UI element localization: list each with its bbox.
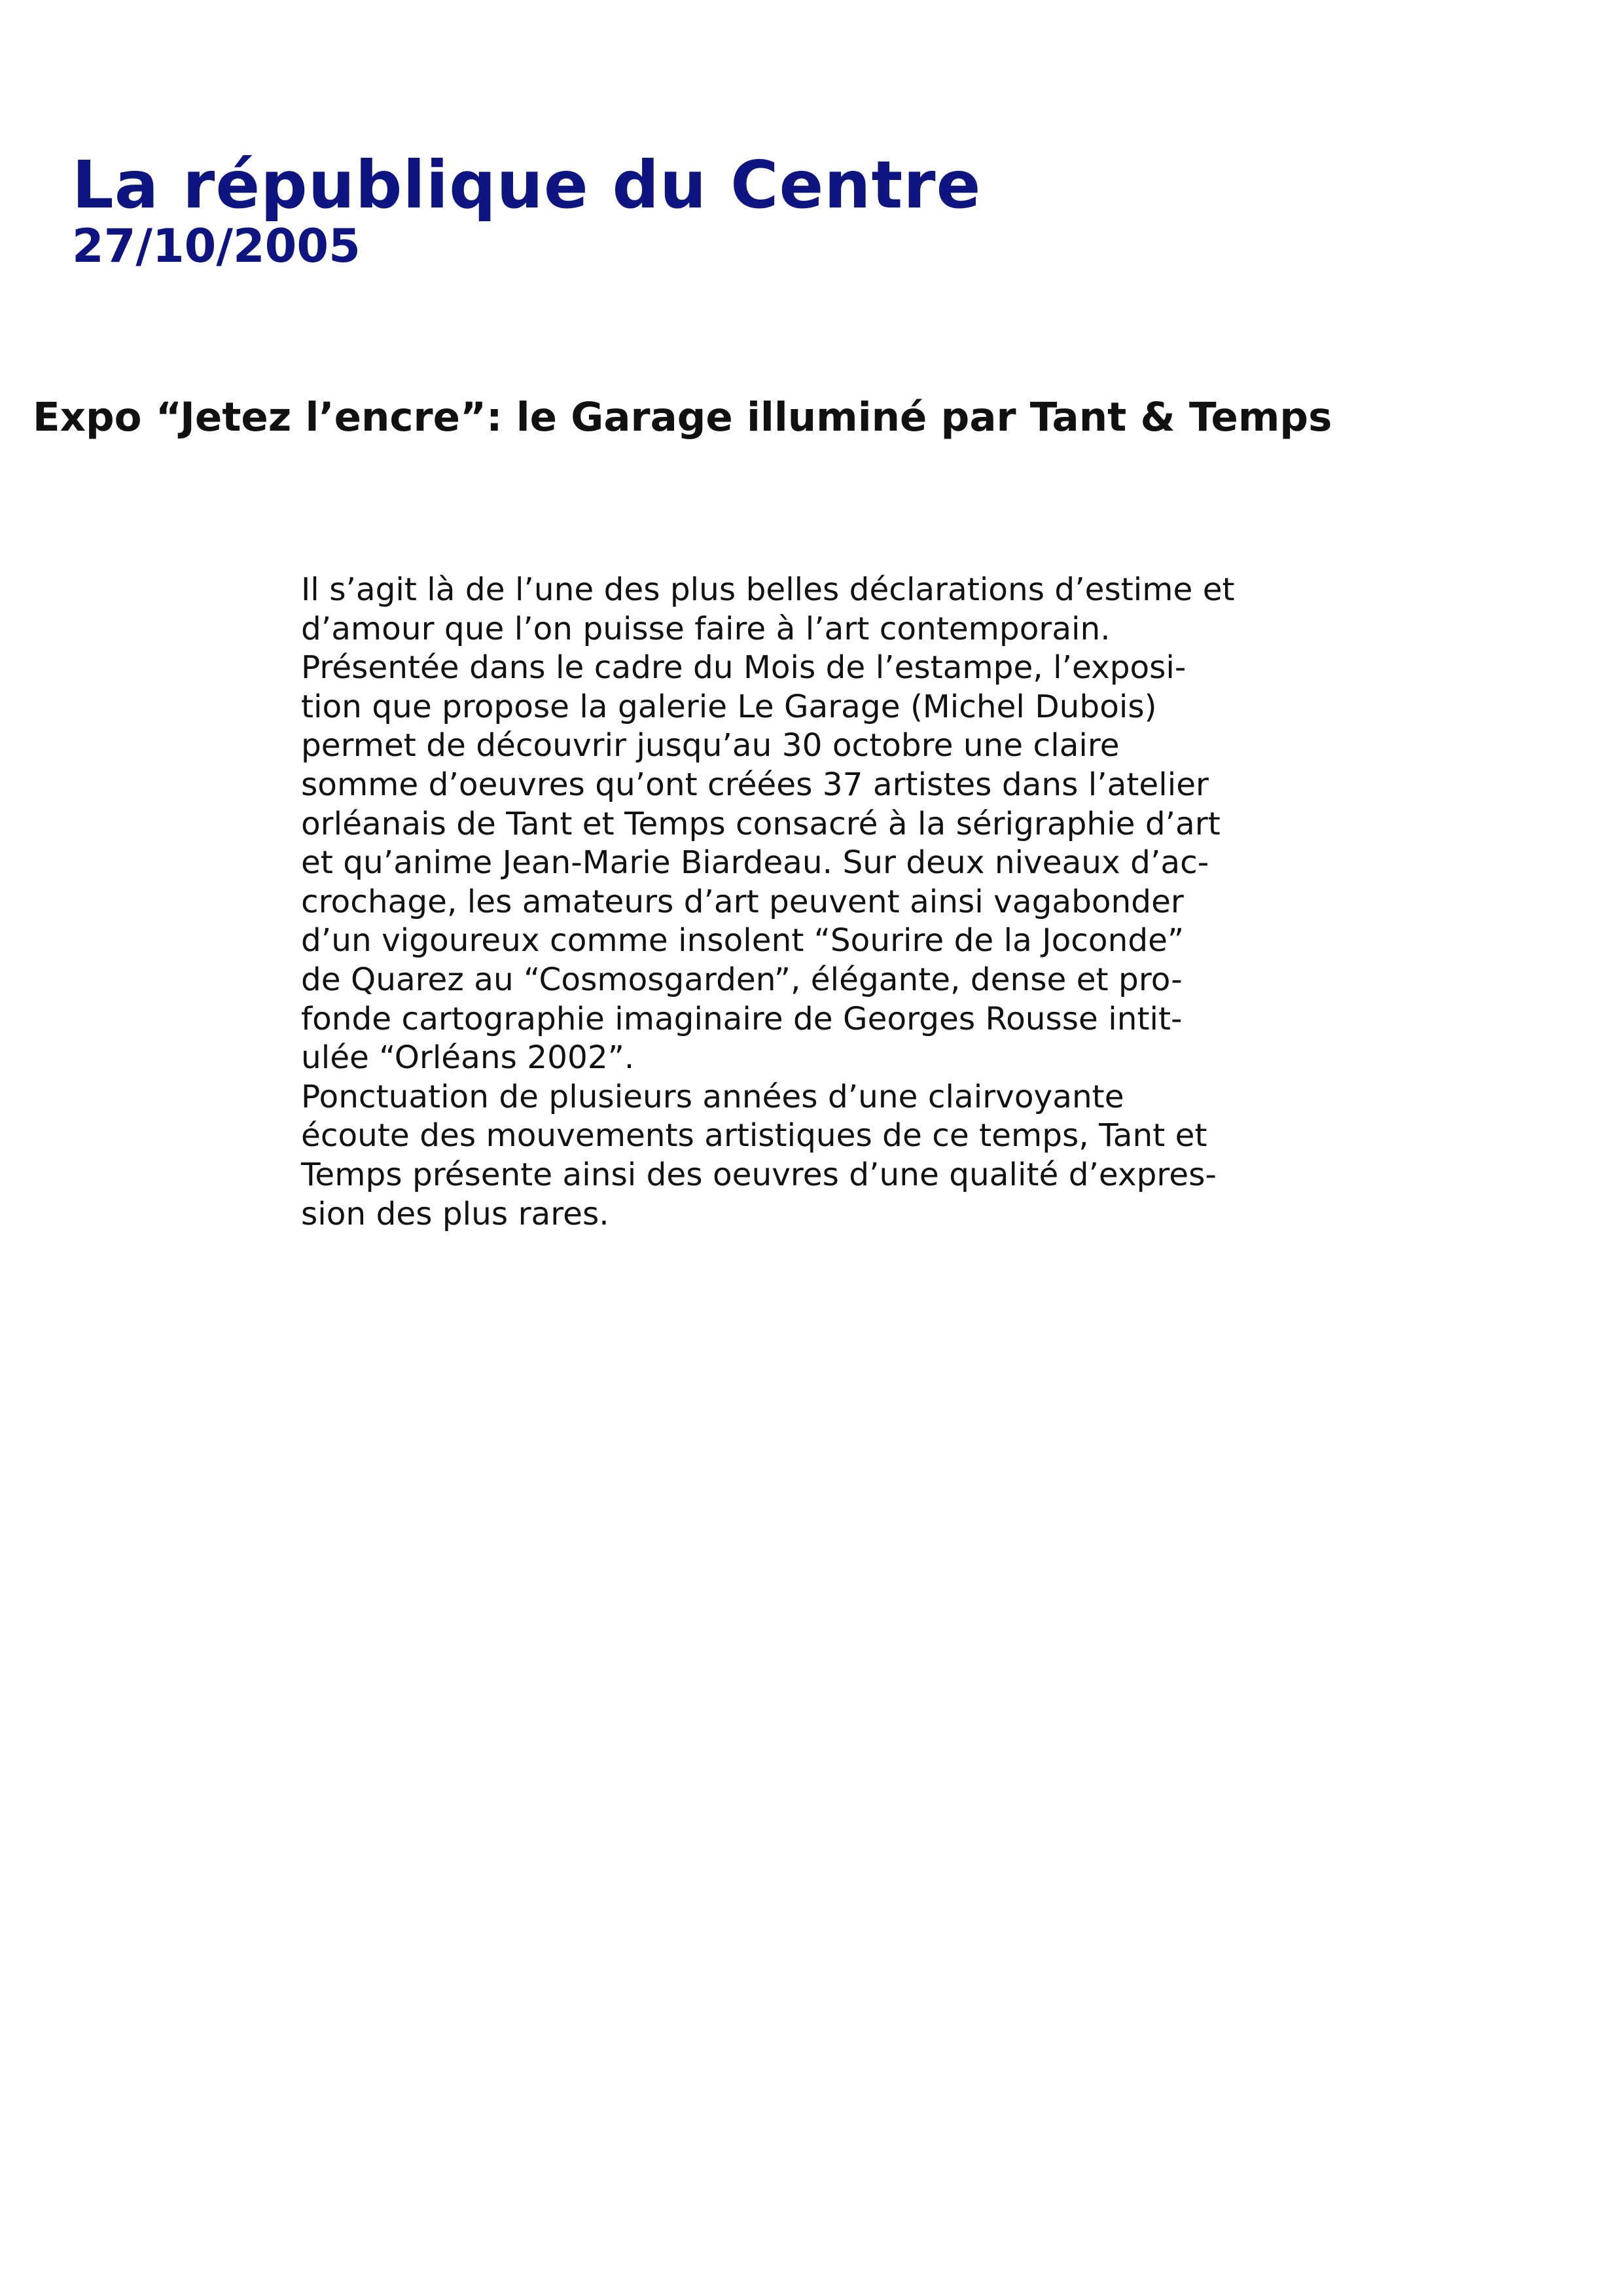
article-line: d’un vigoureux comme insolent “Sourire de la Joconde” bbox=[301, 922, 1185, 960]
article-line: tion que propose la galerie Le Garage (Michel Dubois) bbox=[301, 688, 1157, 725]
article-line: fonde cartographie imaginaire de Georges Rousse intit- bbox=[301, 1000, 1183, 1037]
article-body bbox=[301, 571, 1492, 1234]
masthead bbox=[72, 149, 981, 272]
article-line: permet de découvrir jusqu’au 30 octobre une claire bbox=[301, 727, 1120, 764]
article-line: d’amour que l’on puisse faire à l’art contemporain. bbox=[301, 610, 1111, 647]
article-line: et qu’anime Jean-Marie Biardeau. Sur deux niveaux d’ac- bbox=[301, 844, 1209, 882]
article-headline: Expo “Jetez l’encre”: le Garage illuminé par Tant & Temps bbox=[33, 394, 1332, 440]
article-line: écoute des mouvements artistiques de ce temps, Tant et bbox=[301, 1117, 1207, 1155]
article-line: somme d’oeuvres qu’ont créées 37 artistes dans l’atelier bbox=[301, 766, 1209, 803]
article-line: sion des plus rares. bbox=[301, 1195, 609, 1232]
article-line: crochage, les amateurs d’art peuvent ainsi vagabonder bbox=[301, 883, 1184, 920]
article-line: Ponctuation de plusieurs années d’une clairvoyante bbox=[301, 1078, 1124, 1115]
article-line: Présentée dans le cadre du Mois de l’estampe, l’exposi- bbox=[301, 649, 1186, 687]
article-line: de Quarez au “Cosmosgarden”, élégante, dense et pro- bbox=[301, 961, 1183, 998]
article-line: ulée “Orléans 2002”. bbox=[301, 1039, 635, 1077]
publication-date: 27/10/2005 bbox=[72, 219, 361, 273]
publication-name: La république du Centre bbox=[72, 147, 982, 223]
article-line: orléanais de Tant et Temps consacré à la sérigraphie d’art bbox=[301, 805, 1221, 842]
article-line: Il s’agit là de l’une des plus belles déclarations d’estime et bbox=[301, 571, 1235, 608]
article-line: Temps présente ainsi des oeuvres d’une qualité d’expres- bbox=[301, 1156, 1217, 1193]
